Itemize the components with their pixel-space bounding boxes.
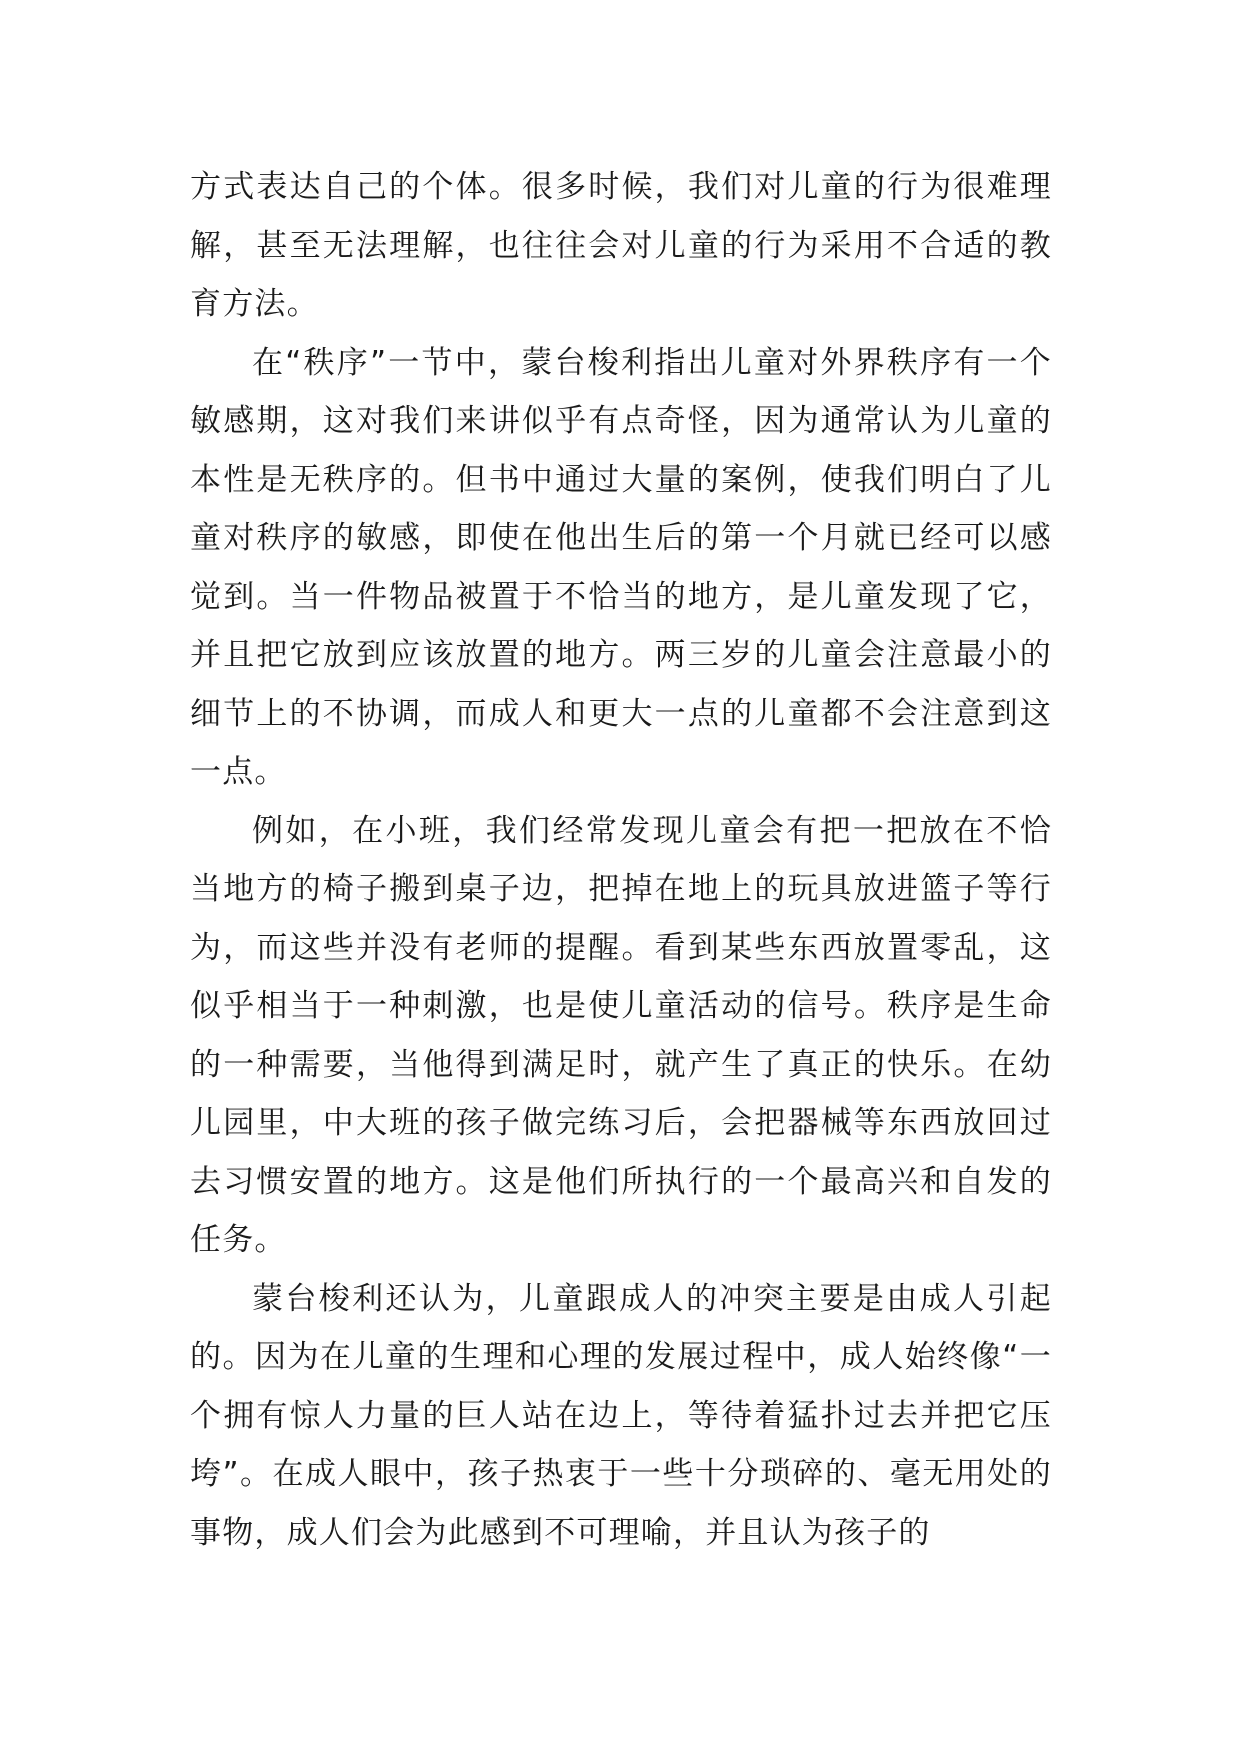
paragraph-conflict: 蒙台梭利还认为，儿童跟成人的冲突主要是由成人引起的。因为在儿童的生理和心理的发展过程中，成人始终像“一个拥有惊人力量的巨人站在边上，等待着猛扑过去并把它压垮”。在成人眼中，孩子热衷于一些十分琐碎的、毫无用处的事物，成人们会为此感到不可理喻，并且认为孩子的 (190, 1280, 1052, 1551)
body-text (190, 158, 1052, 1562)
paragraph-order-section: 在“秩序”一节中，蒙台梭利指出儿童对外界秩序有一个敏感期，这对我们来讲似乎有点奇怪，因为通常认为儿童的本性是无秩序的。但书中通过大量的案例，使我们明白了儿童对秩序的敏感，即使在他出生后的第一个月就已经可以感觉到。当一件物品被置于不恰当的地方，是儿童发现了它，并且把它放到应该放置的地方。两三岁的儿童会注意最小的细节上的不协调，而成人和更大一点的儿童都不会注意到这一点。 (190, 344, 1052, 790)
paragraph-example: 例如，在小班，我们经常发现儿童会有把一把放在不恰当地方的椅子搬到桌子边，把掉在地上的玩具放进篮子等行为，而这些并没有老师的提醒。看到某些东西放置零乱，这似乎相当于一种刺激，也是使儿童活动的信号。秩序是生命的一种需要，当他得到满足时，就产生了真正的快乐。在幼儿园里，中大班的孩子做完练习后，会把器械等东西放回过去习惯安置的地方。这是他们所执行的一个最高兴和自发的任务。 (190, 812, 1052, 1258)
paragraph-continuation: 方式表达自己的个体。很多时候，我们对儿童的行为很难理解，甚至无法理解，也往往会对儿童的行为采用不合适的教育方法。 (190, 169, 1052, 322)
